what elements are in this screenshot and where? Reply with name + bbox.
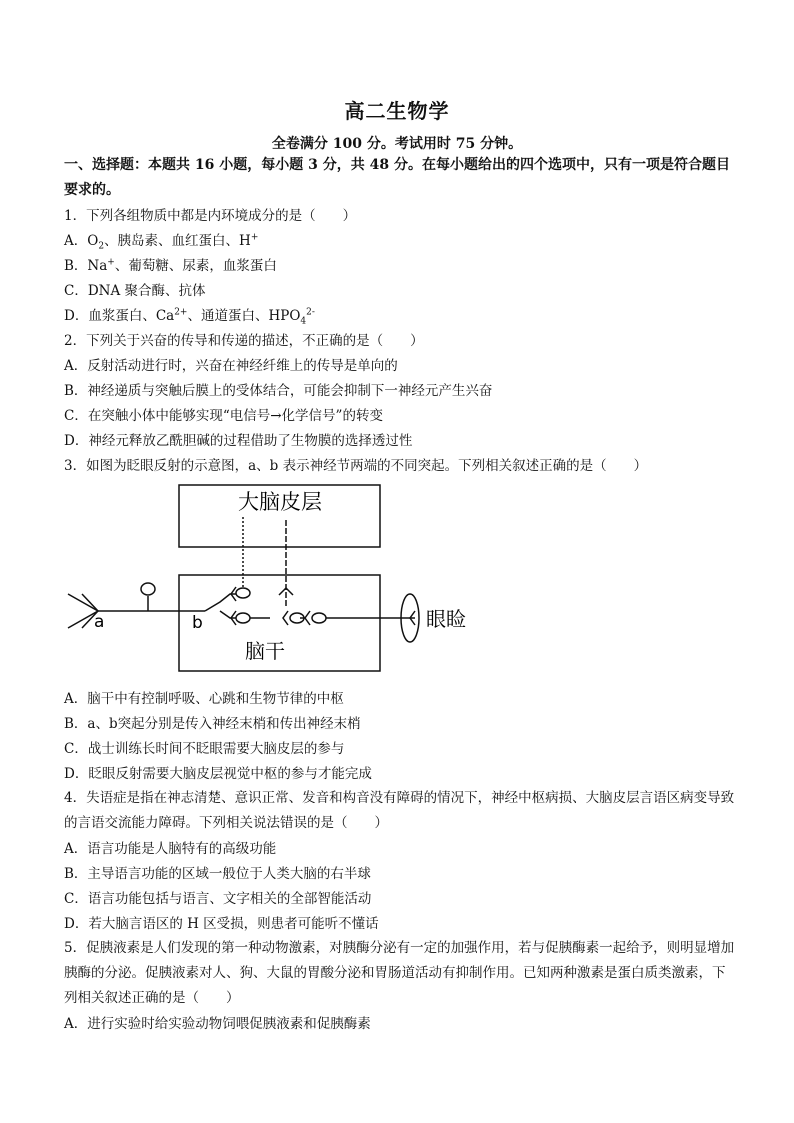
q5-stem: 5．促胰液素是人们发现的第一种动物激素，对胰酶分泌有一定的加强作用，若与促胰酶素一起给予，则明显增加胰酶的分泌。促胰液素对人、狗、大鼠的胃酸分泌和胃肠道活动有抑制作用。已知两种激素是蛋白质类激素，下列相关叙述正确的是（ ）: [64, 940, 735, 1006]
blink-reflex-diagram: [60, 480, 500, 680]
eyelid-label: 眼睑: [426, 607, 466, 631]
page-title: 高二生物学: [344, 99, 450, 123]
q2-option-a: A．反射活动进行时，兴奋在神经纤维上的传导是单向的: [64, 358, 398, 374]
a-label: a: [94, 612, 105, 632]
q3-option-a: A．脑干中有控制呼吸、心跳和生物节律的中枢: [64, 691, 344, 707]
q4-option-a: A．语言功能是人脑特有的高级功能: [64, 841, 277, 857]
q1-option-a: A．$O_2$、胰岛素、血红蛋白、H+: [64, 232, 259, 252]
section-heading: 一、选择题：本题共 16 小题，每小题 3 分，共 48 分。在每小题给出的四个选项中，只有一项是符合题目要求的。: [64, 157, 730, 198]
q2-option-b: B．神经递质与突触后膜上的受体结合，可能会抑制下一神经元产生兴奋: [64, 383, 493, 399]
q4-stem: 4．失语症是指在神志清楚、意识正常、发音和构音没有障碍的情况下，神经中枢病损、大脑皮层言语区病变导致的言语交流能力障碍。下列相关说法错误的是（ ）: [64, 790, 735, 831]
b-label: b: [192, 613, 203, 633]
q5-option-a: A．进行实验时给实验动物饲喂促胰液素和促胰酶素: [64, 1016, 371, 1032]
ganglion-cell-body: [141, 583, 155, 595]
q3-option-d: D．眨眼反射需要大脑皮层视觉中枢的参与才能完成: [64, 766, 372, 782]
q3-stem: 3．如图为眨眼反射的示意图，a、b 表示神经节两端的不同突起。下列相关叙述正确的是（ ）: [64, 458, 648, 474]
q3-option-c: C．战士训练长时间不眨眼需要大脑皮层的参与: [64, 741, 345, 757]
q4-option-c: C．语言功能包括与语言、文字相关的全部智能活动: [64, 891, 372, 907]
q2-stem: 2．下列关于兴奋的传导和传递的描述，不正确的是（ ）: [64, 333, 424, 349]
q2-option-c: C．在突触小体中能够实现“电信号→化学信号”的转变: [64, 408, 383, 424]
q2-option-d: D．神经元释放乙酰胆碱的过程借助了生物膜的选择透过性: [64, 433, 413, 449]
q1-stem: 1．下列各组物质中都是内环境成分的是（ ）: [64, 208, 357, 224]
q4-option-b: B．主导语言功能的区域一般位于人类大脑的右半球: [64, 866, 371, 882]
q3-option-b: B．a、b突起分别是传入神经末梢和传出神经末梢: [64, 716, 361, 732]
exam-info: 全卷满分 100 分。考试用时 75 分钟。: [271, 136, 523, 152]
q1-option-d: D．血浆蛋白、$Ca^{2+}$、通道蛋白、$HPO_4^{2-}$: [64, 307, 315, 327]
cortex-label: 大脑皮层: [238, 490, 322, 514]
q1-option-c: C．DNA 聚合酶、抗体: [64, 283, 206, 299]
q4-option-d: D．若大脑言语区的 H 区受损，则患者可能听不懂话: [64, 916, 379, 932]
q1-option-b: B．Na+、葡萄糖、尿素，血浆蛋白: [64, 257, 277, 274]
brainstem-label: 脑干: [245, 639, 285, 663]
